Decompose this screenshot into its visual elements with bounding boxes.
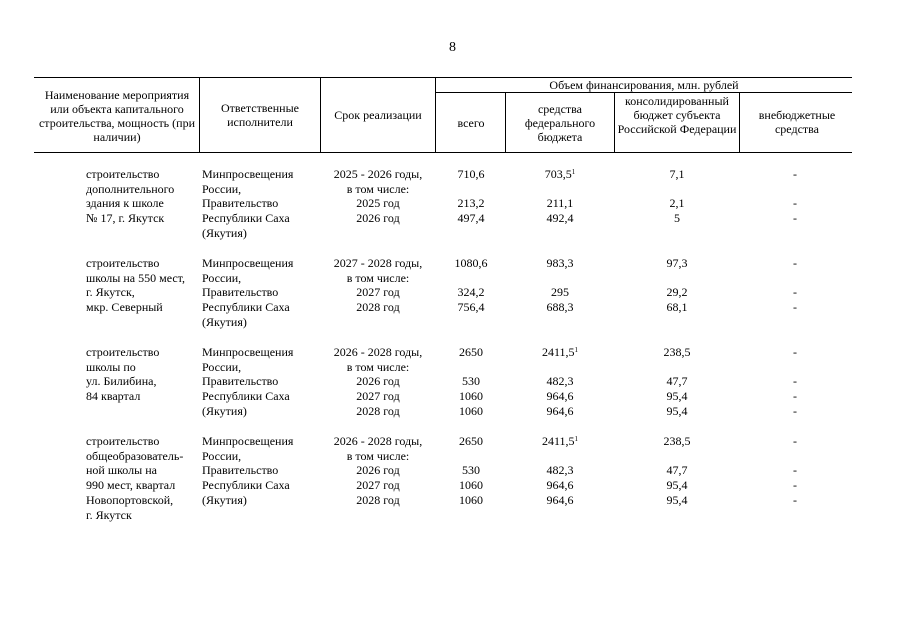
cell-name — [86, 167, 206, 181]
cell-resp — [202, 449, 317, 463]
cell-term — [322, 345, 434, 359]
cell-resp — [202, 404, 317, 418]
cell-text: - — [793, 196, 797, 211]
cell-total — [437, 493, 505, 507]
cell-resp — [202, 285, 317, 299]
funding-subheader-rule — [435, 92, 852, 93]
cell-text: - — [793, 345, 797, 359]
cell-term — [322, 463, 434, 477]
cell-resp — [202, 226, 317, 240]
cell-text: 2027 год — [356, 389, 400, 404]
cell-text: Республики Саха — [202, 389, 290, 404]
cell-federal — [505, 478, 615, 492]
cell-total — [437, 374, 505, 388]
cell-regional — [615, 493, 739, 507]
cell-regional — [615, 463, 739, 477]
footnote-mark: 1 — [574, 435, 579, 443]
cell-term — [322, 167, 434, 181]
cell-text: Правительство — [202, 463, 279, 478]
cell-name — [86, 300, 206, 314]
header-term: Срок реализации — [334, 108, 422, 122]
cell-text: Новопортовской, — [86, 492, 174, 507]
cell-text: Правительство — [202, 374, 279, 389]
cell-term — [322, 389, 434, 403]
cell-text: Республики Саха — [202, 478, 290, 493]
cell-total — [437, 211, 505, 225]
cell-text: 95,4 — [666, 403, 688, 418]
cell-offbudget — [739, 300, 851, 314]
cell-resp — [202, 434, 317, 448]
cell-resp — [202, 167, 317, 181]
header-funding: Объем финансирования, млн. рублей — [549, 78, 739, 92]
cell-text: 97,3 — [666, 256, 688, 270]
col-divider — [739, 92, 740, 152]
cell-resp — [202, 360, 317, 374]
cell-federal — [505, 211, 615, 225]
col-divider — [435, 77, 436, 152]
col-divider — [199, 77, 200, 152]
cell-federal — [505, 463, 615, 477]
cell-text: 213,2 — [457, 196, 485, 211]
cell-regional — [615, 211, 739, 225]
cell-text: 964,6 — [546, 492, 574, 507]
cell-text: - — [793, 256, 797, 270]
header-total: всего — [457, 116, 485, 130]
cell-text: 2650 — [459, 345, 483, 359]
cell-text: - — [793, 389, 797, 404]
header-federal: средства федерального бюджета — [524, 102, 596, 144]
cell-resp — [202, 271, 317, 285]
cell-text: 964,6 — [546, 403, 574, 418]
cell-text: 2027 - 2028 годы, — [333, 256, 423, 270]
cell-total — [437, 285, 505, 299]
cell-text: 530 — [462, 463, 480, 478]
cell-text: 710,6 — [457, 167, 485, 181]
cell-text: 1080,6 — [454, 256, 488, 270]
cell-regional — [615, 374, 739, 388]
cell-total — [437, 196, 505, 210]
cell-text: 482,3 — [546, 374, 574, 389]
cell-name — [86, 182, 206, 196]
cell-resp — [202, 389, 317, 403]
cell-text: 95,4 — [666, 389, 688, 404]
cell-text: г. Якутск — [86, 507, 132, 522]
cell-text: 497,4 — [457, 211, 485, 226]
cell-text: здания к школе — [86, 196, 164, 211]
cell-text: 29,2 — [666, 285, 688, 300]
cell-offbudget — [739, 374, 851, 388]
cell-resp — [202, 211, 317, 225]
cell-regional — [615, 389, 739, 403]
cell-text: России, — [202, 359, 242, 374]
cell-text: в том числе: — [346, 359, 410, 374]
cell-text: 983,3 — [546, 256, 574, 270]
cell-name — [86, 389, 206, 403]
cell-offbudget — [739, 167, 851, 181]
col-divider — [320, 77, 321, 152]
cell-text: Минпросвещения — [202, 167, 294, 181]
cell-term — [322, 182, 434, 196]
cell-resp — [202, 182, 317, 196]
cell-text: 47,7 — [666, 374, 688, 389]
cell-offbudget — [739, 285, 851, 299]
cell-text: Правительство — [202, 196, 279, 211]
cell-text: 295 — [551, 285, 569, 300]
cell-total — [437, 256, 505, 270]
cell-name — [86, 463, 206, 477]
cell-term — [322, 211, 434, 225]
cell-name — [86, 211, 206, 225]
cell-text: № 17, г. Якутск — [86, 211, 165, 226]
cell-text: 7,1 — [669, 167, 685, 181]
cell-offbudget — [739, 211, 851, 225]
cell-name — [86, 374, 206, 388]
cell-regional — [615, 167, 739, 181]
cell-term — [322, 434, 434, 448]
cell-resp — [202, 256, 317, 270]
cell-text: 2027 год — [356, 478, 400, 493]
cell-offbudget — [739, 434, 851, 448]
col-divider — [505, 92, 506, 152]
cell-text: (Якутия) — [202, 225, 247, 240]
cell-regional — [615, 345, 739, 359]
cell-federal — [505, 167, 615, 181]
cell-text: 1060 — [459, 478, 483, 493]
cell-term — [322, 493, 434, 507]
cell-text: 2650 — [459, 434, 483, 448]
cell-text: 688,3 — [546, 300, 574, 315]
cell-offbudget — [739, 404, 851, 418]
cell-text: 5 — [674, 211, 680, 226]
cell-text: мкр. Северный — [86, 300, 163, 315]
cell-text: - — [793, 492, 797, 507]
cell-text: 2025 - 2026 годы, — [333, 167, 423, 181]
cell-federal — [505, 300, 615, 314]
header-responsible: Ответственные исполнители — [221, 101, 299, 129]
cell-offbudget — [739, 389, 851, 403]
cell-name — [86, 285, 206, 299]
cell-text: Республики Саха — [202, 211, 290, 226]
cell-text: Минпросвещения — [202, 256, 294, 270]
cell-text: 2026 год — [356, 374, 400, 389]
cell-text: 238,5 — [663, 434, 691, 448]
cell-text: строительство — [86, 434, 160, 448]
cell-term — [322, 449, 434, 463]
cell-offbudget — [739, 478, 851, 492]
cell-regional — [615, 404, 739, 418]
cell-text: 2026 - 2028 годы, — [333, 434, 423, 448]
cell-text: общеобразователь- — [86, 448, 184, 463]
cell-resp — [202, 315, 317, 329]
cell-text: строительство — [86, 345, 160, 359]
cell-resp — [202, 196, 317, 210]
cell-text: 1060 — [459, 403, 483, 418]
cell-text: 2028 год — [356, 300, 400, 315]
cell-text: 1060 — [459, 389, 483, 404]
cell-term — [322, 300, 434, 314]
cell-text: в том числе: — [346, 448, 410, 463]
cell-text: - — [793, 300, 797, 315]
cell-offbudget — [739, 196, 851, 210]
cell-regional — [615, 300, 739, 314]
cell-text: (Якутия) — [202, 314, 247, 329]
cell-name — [86, 478, 206, 492]
header-regional: консолидированный бюджет субъекта Российской Федерации — [617, 94, 737, 136]
header-name: Наименование мероприятия или объекта капитального строительства, мощность (при наличии) — [38, 88, 195, 144]
cell-regional — [615, 285, 739, 299]
cell-text: 482,3 — [546, 463, 574, 478]
cell-text: Минпросвещения — [202, 434, 294, 448]
cell-federal — [505, 434, 615, 448]
cell-term — [322, 478, 434, 492]
cell-text: - — [793, 285, 797, 300]
cell-name — [86, 256, 206, 270]
cell-text: школы на 550 мест, — [86, 270, 185, 285]
cell-resp — [202, 374, 317, 388]
cell-term — [322, 360, 434, 374]
cell-total — [437, 345, 505, 359]
cell-resp — [202, 493, 317, 507]
cell-term — [322, 404, 434, 418]
cell-name — [86, 493, 206, 507]
cell-federal — [505, 493, 615, 507]
cell-offbudget — [739, 345, 851, 359]
cell-text: 68,1 — [666, 300, 688, 315]
cell-text: - — [793, 463, 797, 478]
cell-federal — [505, 285, 615, 299]
header-offbudget: внебюджетные средства — [758, 108, 836, 136]
cell-text: 964,6 — [546, 389, 574, 404]
cell-term — [322, 285, 434, 299]
cell-resp — [202, 300, 317, 314]
cell-name — [86, 434, 206, 448]
cell-text: 2025 год — [356, 196, 400, 211]
cell-text: 2026 год — [356, 211, 400, 226]
cell-text: - — [793, 403, 797, 418]
cell-federal — [505, 196, 615, 210]
cell-text: Правительство — [202, 285, 279, 300]
cell-total — [437, 404, 505, 418]
cell-text: России, — [202, 270, 242, 285]
cell-text: 2411,5 — [541, 345, 575, 359]
cell-text: 990 мест, квартал — [86, 478, 176, 493]
footnote-mark: 1 — [574, 346, 579, 354]
cell-name — [86, 196, 206, 210]
cell-text: - — [793, 211, 797, 226]
cell-federal — [505, 404, 615, 418]
cell-text: 964,6 — [546, 478, 574, 493]
header-bottom-rule — [34, 152, 852, 153]
cell-text: дополнительного — [86, 181, 175, 196]
cell-offbudget — [739, 493, 851, 507]
cell-term — [322, 374, 434, 388]
page-number: 8 — [449, 40, 456, 55]
footnote-mark: 1 — [571, 168, 576, 176]
cell-text: России, — [202, 181, 242, 196]
cell-offbudget — [739, 256, 851, 270]
cell-text: 95,4 — [666, 478, 688, 493]
cell-regional — [615, 256, 739, 270]
cell-text: 211,1 — [546, 196, 574, 211]
cell-text: школы по — [86, 359, 136, 374]
cell-text: 756,4 — [457, 300, 485, 315]
cell-text: ул. Билибина, — [86, 374, 157, 389]
cell-name — [86, 345, 206, 359]
cell-resp — [202, 478, 317, 492]
cell-term — [322, 196, 434, 210]
cell-text: 95,4 — [666, 492, 688, 507]
cell-total — [437, 389, 505, 403]
cell-text: в том числе: — [346, 181, 410, 196]
cell-resp — [202, 345, 317, 359]
cell-text: строительство — [86, 256, 160, 270]
cell-text: 703,5 — [544, 167, 572, 181]
cell-total — [437, 478, 505, 492]
cell-text: в том числе: — [346, 270, 410, 285]
cell-name — [86, 508, 206, 522]
cell-text: 1060 — [459, 492, 483, 507]
cell-federal — [505, 345, 615, 359]
cell-text: 2411,5 — [541, 434, 575, 448]
cell-text: 2028 год — [356, 403, 400, 418]
cell-term — [322, 271, 434, 285]
cell-regional — [615, 196, 739, 210]
cell-term — [322, 256, 434, 270]
cell-text: 2026 - 2028 годы, — [333, 345, 423, 359]
cell-text: 47,7 — [666, 463, 688, 478]
cell-text: Республики Саха — [202, 300, 290, 315]
cell-text: России, — [202, 448, 242, 463]
cell-total — [437, 434, 505, 448]
cell-name — [86, 449, 206, 463]
cell-offbudget — [739, 463, 851, 477]
cell-text: 238,5 — [663, 345, 691, 359]
cell-text: строительство — [86, 167, 160, 181]
cell-name — [86, 360, 206, 374]
cell-text: г. Якутск, — [86, 285, 135, 300]
cell-text: 2026 год — [356, 463, 400, 478]
cell-text: Минпросвещения — [202, 345, 294, 359]
cell-text: 2027 год — [356, 285, 400, 300]
cell-resp — [202, 463, 317, 477]
cell-text: - — [793, 434, 797, 448]
cell-federal — [505, 256, 615, 270]
cell-federal — [505, 374, 615, 388]
cell-text: - — [793, 167, 797, 181]
cell-text: 2028 год — [356, 492, 400, 507]
cell-text: - — [793, 478, 797, 493]
cell-text: 530 — [462, 374, 480, 389]
cell-text: (Якутия) — [202, 403, 247, 418]
cell-total — [437, 167, 505, 181]
cell-text: 84 квартал — [86, 389, 141, 404]
cell-text: 324,2 — [457, 285, 485, 300]
cell-regional — [615, 478, 739, 492]
cell-federal — [505, 389, 615, 403]
cell-total — [437, 300, 505, 314]
cell-regional — [615, 434, 739, 448]
cell-text: 2,1 — [669, 196, 685, 211]
cell-text: (Якутия) — [202, 492, 247, 507]
cell-name — [86, 271, 206, 285]
cell-text: ной школы на — [86, 463, 157, 478]
cell-text: 492,4 — [546, 211, 574, 226]
cell-total — [437, 463, 505, 477]
cell-text: - — [793, 374, 797, 389]
